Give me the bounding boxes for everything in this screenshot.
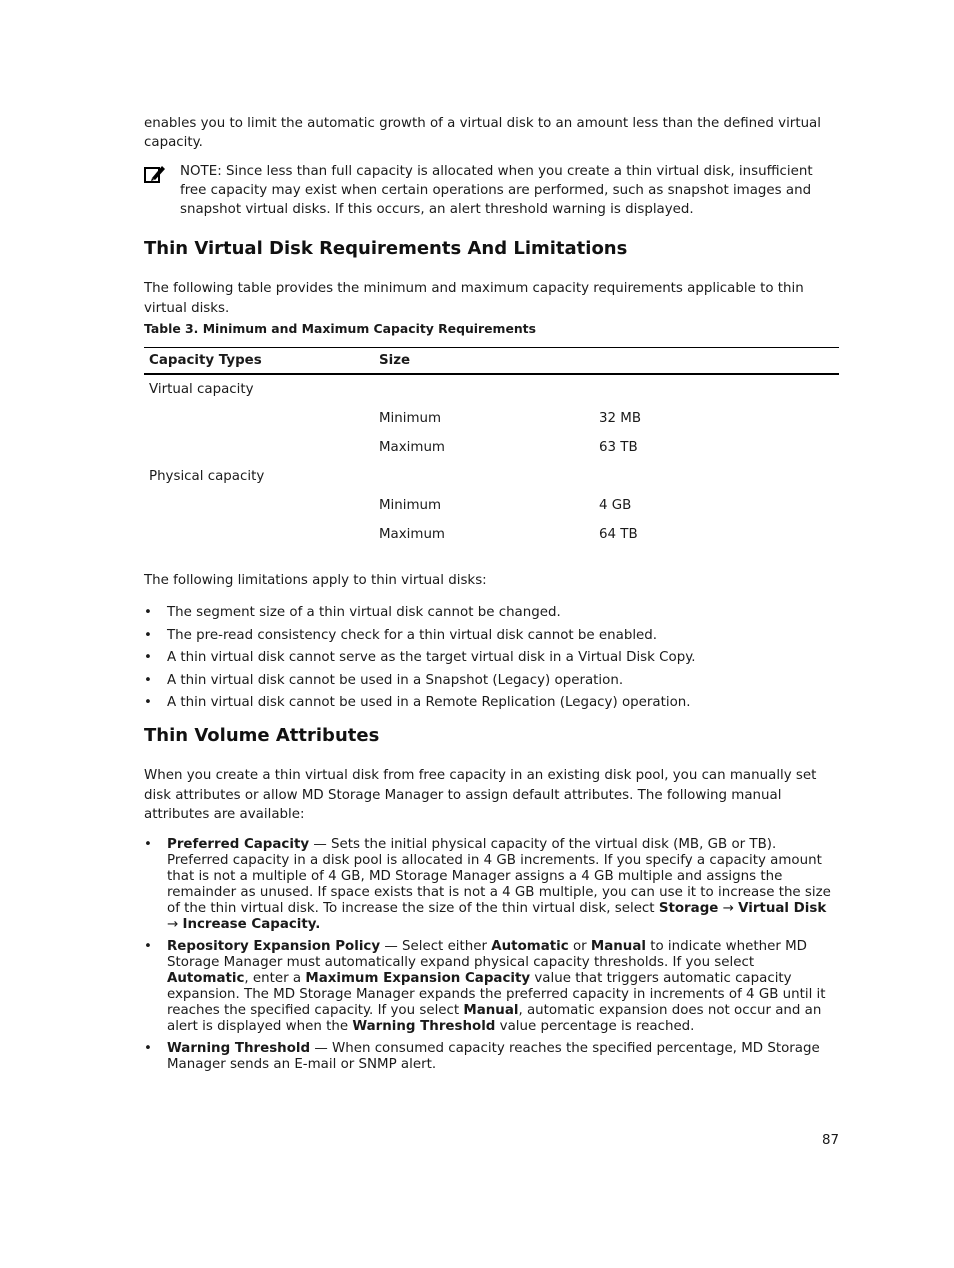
bold-term: Manual [590,939,646,955]
note-block [144,162,839,220]
table-cell: 4 GB [599,498,632,514]
list-item [144,837,839,933]
note-label: NOTE: [180,163,222,179]
bullet-icon: • [144,605,152,621]
bold-term: Automatic [491,939,569,955]
table-cell [374,462,594,491]
list-item-text: The pre-read consistency check for a thin virtual disk cannot be enabled. [167,627,658,643]
bold-term: Automatic [167,971,245,987]
intro-paragraph: enables you to limit the automatic growth of a virtual disk to an amount less than the defined virtual capacity. [144,116,821,151]
table-cell [594,374,839,404]
list-item-text: The segment size of a thin virtual disk cannot be changed. [167,605,561,621]
table-cell [594,462,839,491]
page-content [144,114,839,1079]
table-header-cell: Capacity Types [149,352,262,368]
list-item-text: to indicate whether MD Storage Manager must automatically expand physical capacity thresholds. If you select [167,939,807,971]
table-row [144,462,839,491]
table-cell: 63 TB [599,440,638,456]
list-item [144,626,839,645]
list-item-text: value percentage is reached. [495,1019,695,1035]
bullet-icon: • [144,672,152,688]
table-cell [144,520,374,549]
list-item-text: or [568,939,591,955]
bullet-icon: • [144,695,152,711]
section-heading-requirements: Thin Virtual Disk Requirements And Limitations [144,238,628,260]
table-cell: 32 MB [599,411,642,427]
table-cell: Maximum [379,440,445,456]
bold-term: Increase Capacity. [182,917,321,933]
list-item-text: value that triggers automatic capacity expansion. The MD Storage Manager expands the preferred capacity in increments of 4 GB until it reaches the specified capacity. If you select [167,971,826,1019]
table-cell [144,404,374,433]
table-cell [144,491,374,520]
list-item [144,603,839,622]
bullet-icon: • [144,650,152,666]
list-item [144,648,839,667]
page-number: 87 [821,1133,839,1148]
list-item [144,939,839,1035]
bold-term: Preferred Capacity [167,837,310,853]
table-cell: Maximum [379,527,445,543]
table-cell: Minimum [379,411,442,427]
bold-term: Warning Threshold [352,1019,496,1035]
bullet-icon: • [144,1041,152,1057]
list-item-text: → [167,917,183,933]
limitations-list [144,603,839,712]
table-row [144,491,839,520]
table-cell: Physical capacity [149,469,265,485]
note-text: Since less than full capacity is allocated when you create a thin virtual disk, insufficient free capacity may exist when certain operations are performed, such as snapshot images and snapshot virtual disks. If this occurs, an alert threshold warning is displayed. [180,163,813,218]
table-caption: Table 3. Minimum and Maximum Capacity Requirements [144,321,536,337]
list-item-text: , automatic expansion does not occur and an alert is displayed when the [167,1003,822,1035]
bullet-icon: • [144,837,152,853]
table-cell: 64 TB [599,527,638,543]
attributes-list [144,837,839,1073]
table-header-row [144,348,839,375]
list-item-text: A thin virtual disk cannot serve as the target virtual disk in a Virtual Disk Copy. [167,650,696,666]
bold-term: Virtual Disk [738,901,827,917]
bold-term: Maximum Expansion Capacity [305,971,531,987]
requirements-paragraph: The following table provides the minimum and maximum capacity requirements applicable to thin virtual disks. [144,281,804,316]
list-item-text: → [718,901,739,917]
pencil-note-icon [144,164,166,184]
bullet-icon: • [144,939,152,955]
attributes-paragraph: When you create a thin virtual disk from free capacity in an existing disk pool, you can manually set disk attributes or allow MD Storage Manager to assign default attributes. The following manual attributes are available: [144,768,817,822]
table-header-cell [594,348,839,375]
list-item-text: — When consumed capacity reaches the specified percentage, MD Storage Manager sends an E-mail or SNMP alert. [167,1041,820,1073]
bold-term: Manual [463,1003,519,1019]
table-cell: Virtual capacity [149,382,254,398]
limitations-intro: The following limitations apply to thin virtual disks: [144,573,487,589]
list-item-text: — Select either [380,939,492,955]
list-item-text: — Sets the initial physical capacity of the virtual disk (MB, GB or TB). Preferred capacity in a disk pool is allocated in 4 GB increments. If you specify a capacity amount that is not a multiple of 4 GB, MD Storage Manager assigns a 4 GB multiple and assigns the remainder as unused. If space exists that is not a 4 GB multiple, you can use it to increase the size of the thin virtual disk. To increase the size of the thin virtual disk, select [167,837,831,917]
table-row [144,520,839,549]
table-header-cell: Size [379,352,411,368]
capacity-requirements-table [144,347,839,549]
bold-term: Storage [658,901,719,917]
table-cell: Minimum [379,498,442,514]
table-cell [374,374,594,404]
list-item-text: A thin virtual disk cannot be used in a Remote Replication (Legacy) operation. [167,695,691,711]
list-item [144,1041,839,1073]
section-heading-attributes: Thin Volume Attributes [144,725,380,747]
table-cell [144,433,374,462]
table-row [144,433,839,462]
table-row [144,404,839,433]
list-item-text: , enter a [244,971,306,987]
list-item [144,693,839,712]
bold-term: Repository Expansion Policy [167,939,381,955]
list-item [144,671,839,690]
list-item-text: A thin virtual disk cannot be used in a Snapshot (Legacy) operation. [167,672,624,688]
bullet-icon: • [144,627,152,643]
bold-term: Warning Threshold [167,1041,311,1057]
table-row [144,374,839,404]
